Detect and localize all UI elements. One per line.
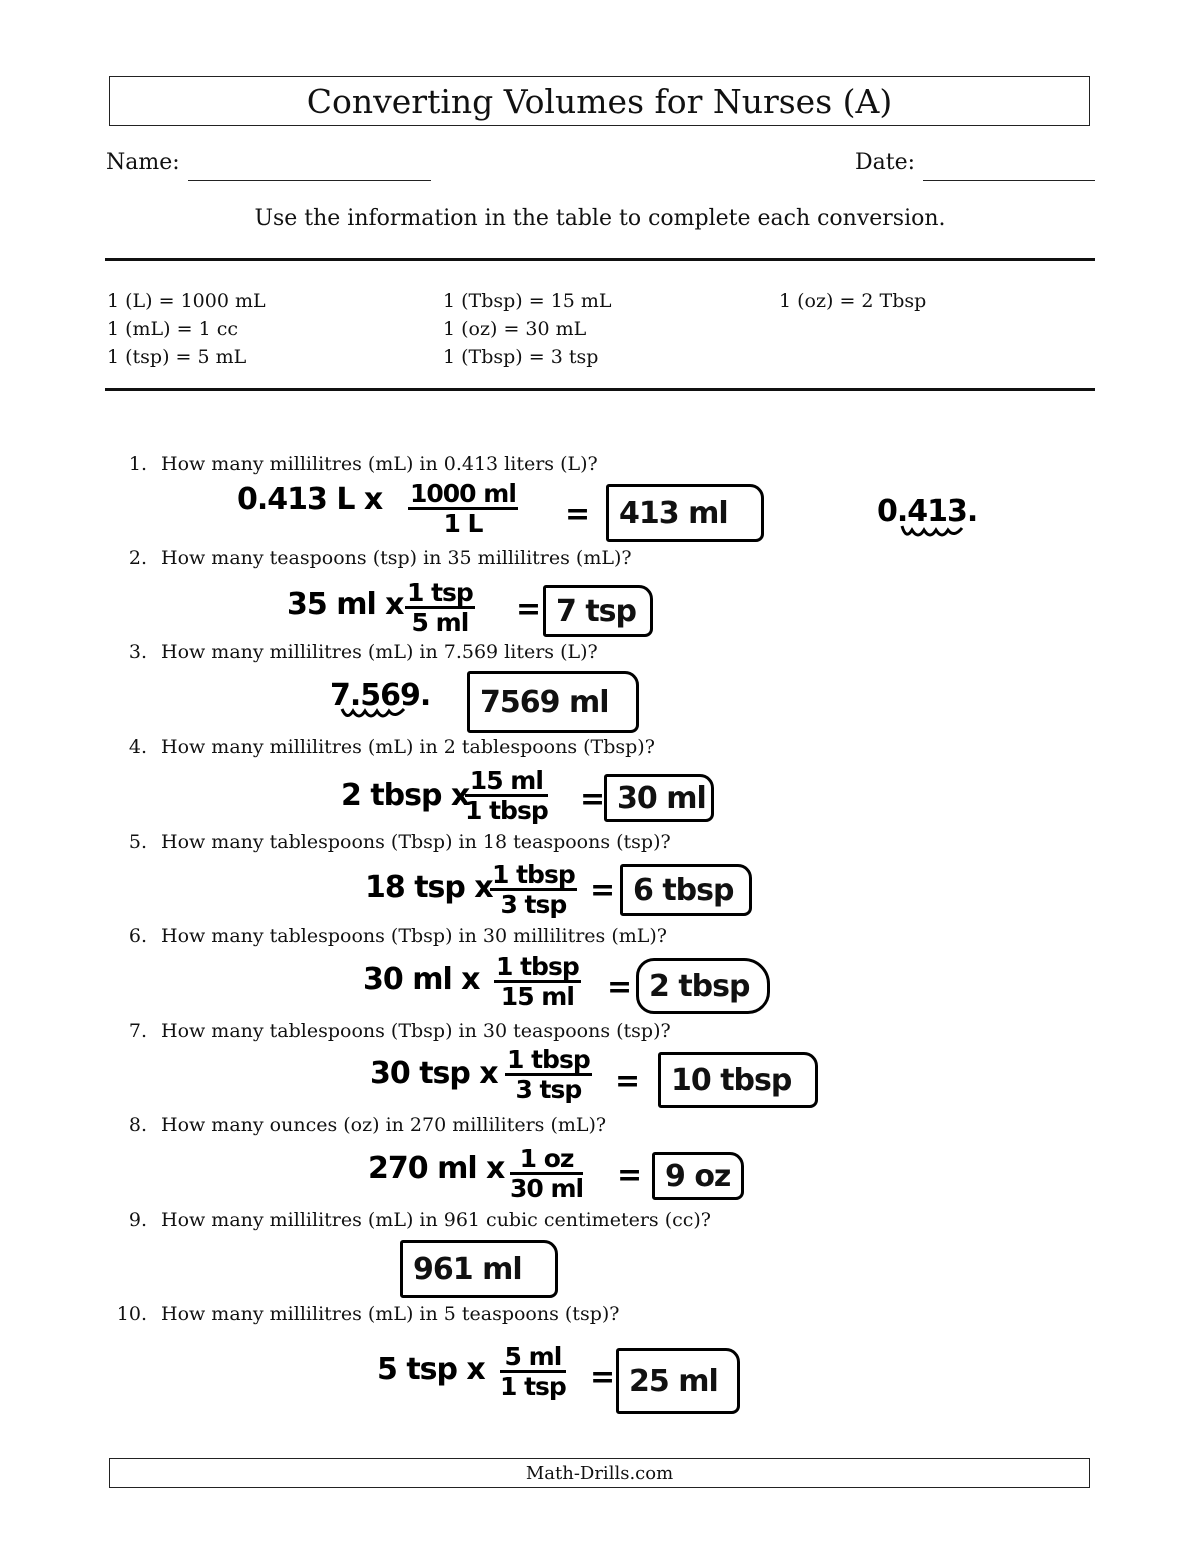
top-rule xyxy=(105,258,1095,261)
question-number: 10. xyxy=(116,1303,147,1325)
instructions: Use the information in the table to complete each conversion. xyxy=(254,206,946,231)
work-equals: = xyxy=(565,497,590,532)
work-equals: = xyxy=(516,592,541,627)
question-text: How many millilitres (mL) in 2 tablespoons (Tbsp)? xyxy=(161,736,655,758)
question-text: How many ounces (oz) in 270 milliliters (mL)? xyxy=(161,1114,607,1136)
name-blank[interactable] xyxy=(188,180,431,181)
fraction-denominator: 3 tsp xyxy=(515,1075,582,1104)
work-equals: = xyxy=(607,970,632,1005)
answer-box: 9 oz xyxy=(652,1152,744,1200)
name-label: Name: xyxy=(106,150,180,175)
work-lhs: 270 ml x xyxy=(368,1151,505,1186)
fact-4: 1 (Tbsp) = 15 mL xyxy=(443,290,612,312)
work-fraction xyxy=(465,767,548,824)
fact-1: 1 (L) = 1000 mL xyxy=(107,290,266,312)
question-number: 3. xyxy=(128,641,147,663)
work-lhs: 35 ml x xyxy=(287,587,404,622)
work-fraction xyxy=(505,1046,592,1103)
question-text: How many tablespoons (Tbsp) in 30 millilitres (mL)? xyxy=(161,925,667,947)
question-number: 9. xyxy=(128,1209,147,1231)
worksheet-title: Converting Volumes for Nurses (A) xyxy=(109,76,1090,126)
fraction-numerator: 1000 ml xyxy=(410,479,516,508)
fraction-numerator: 1 tbsp xyxy=(507,1045,590,1074)
question-number: 7. xyxy=(128,1020,147,1042)
scribble-mark xyxy=(898,522,973,544)
answer-box: 961 ml xyxy=(400,1240,558,1298)
fact-2: 1 (mL) = 1 cc xyxy=(107,318,238,340)
question-text: How many tablespoons (Tbsp) in 30 teaspoons (tsp)? xyxy=(161,1020,671,1042)
fact-7: 1 (oz) = 2 Tbsp xyxy=(779,290,927,312)
work-equals: = xyxy=(590,1360,615,1395)
answer-box: 25 ml xyxy=(616,1348,740,1414)
question-text: How many millilitres (mL) in 7.569 liters (L)? xyxy=(161,641,598,663)
work-fraction xyxy=(408,480,518,537)
answer-box: 30 ml xyxy=(604,774,714,822)
work-equals: = xyxy=(590,873,615,908)
fraction-denominator: 5 ml xyxy=(411,608,469,637)
question-text: How many tablespoons (Tbsp) in 18 teaspoons (tsp)? xyxy=(161,831,671,853)
bottom-rule xyxy=(105,388,1095,391)
fraction-denominator: 3 tsp xyxy=(500,890,567,919)
work-fraction xyxy=(490,861,577,918)
question-text: How many millilitres (mL) in 5 teaspoons (tsp)? xyxy=(161,1303,620,1325)
footer: Math-Drills.com xyxy=(109,1458,1090,1488)
answer-box: 7 tsp xyxy=(543,585,653,637)
work-fraction xyxy=(405,579,475,636)
scribble-mark xyxy=(338,705,418,725)
question-number: 1. xyxy=(128,453,147,475)
work-fraction xyxy=(494,953,581,1010)
fraction-denominator: 30 ml xyxy=(510,1174,584,1203)
question-text: How many millilitres (mL) in 961 cubic centimeters (cc)? xyxy=(161,1209,711,1231)
margin-note: 0.413. xyxy=(877,494,978,529)
work-fraction xyxy=(500,1343,566,1400)
fraction-denominator: 1 L xyxy=(443,509,483,538)
work-lhs: 30 tsp x xyxy=(370,1056,498,1091)
date-label: Date: xyxy=(855,150,916,175)
fraction-numerator: 1 tbsp xyxy=(496,952,579,981)
work-equals: = xyxy=(615,1064,640,1099)
fact-3: 1 (tsp) = 5 mL xyxy=(107,346,247,368)
fraction-denominator: 15 ml xyxy=(500,982,574,1011)
fraction-numerator: 15 ml xyxy=(465,767,548,797)
answer-box: 10 tbsp xyxy=(658,1052,818,1108)
work-lhs: 0.413 L x xyxy=(237,482,383,517)
work-lhs: 18 tsp x xyxy=(365,870,493,905)
work-lhs: 30 ml x xyxy=(363,962,480,997)
date-blank[interactable] xyxy=(923,180,1095,181)
question-number: 4. xyxy=(128,736,147,758)
fraction-numerator: 1 tsp xyxy=(407,578,473,607)
work-fraction xyxy=(510,1145,583,1202)
answer-box: 413 ml xyxy=(606,484,764,542)
work-lhs: 7.569. xyxy=(330,678,431,713)
fraction-denominator: 1 tsp xyxy=(500,1372,566,1401)
question-text: How many teaspoons (tsp) in 35 millilitres (mL)? xyxy=(161,547,632,569)
fraction-numerator: 5 ml xyxy=(500,1343,566,1373)
question-number: 6. xyxy=(128,925,147,947)
fraction-numerator: 1 tbsp xyxy=(492,860,575,889)
fraction-denominator: 1 tbsp xyxy=(465,796,548,825)
answer-box: 2 tbsp xyxy=(636,958,770,1014)
fact-6: 1 (Tbsp) = 3 tsp xyxy=(443,346,599,368)
work-lhs: 5 tsp x xyxy=(377,1352,485,1387)
work-lhs: 2 tbsp x xyxy=(341,778,470,813)
question-text: How many millilitres (mL) in 0.413 liters (L)? xyxy=(161,453,598,475)
answer-box: 6 tbsp xyxy=(620,864,752,916)
fact-5: 1 (oz) = 30 mL xyxy=(443,318,587,340)
question-number: 5. xyxy=(128,831,147,853)
question-number: 8. xyxy=(128,1114,147,1136)
question-number: 2. xyxy=(128,547,147,569)
work-equals: = xyxy=(617,1158,642,1193)
answer-box: 7569 ml xyxy=(467,671,639,733)
work-equals: = xyxy=(580,782,605,817)
fraction-numerator: 1 oz xyxy=(510,1145,583,1175)
